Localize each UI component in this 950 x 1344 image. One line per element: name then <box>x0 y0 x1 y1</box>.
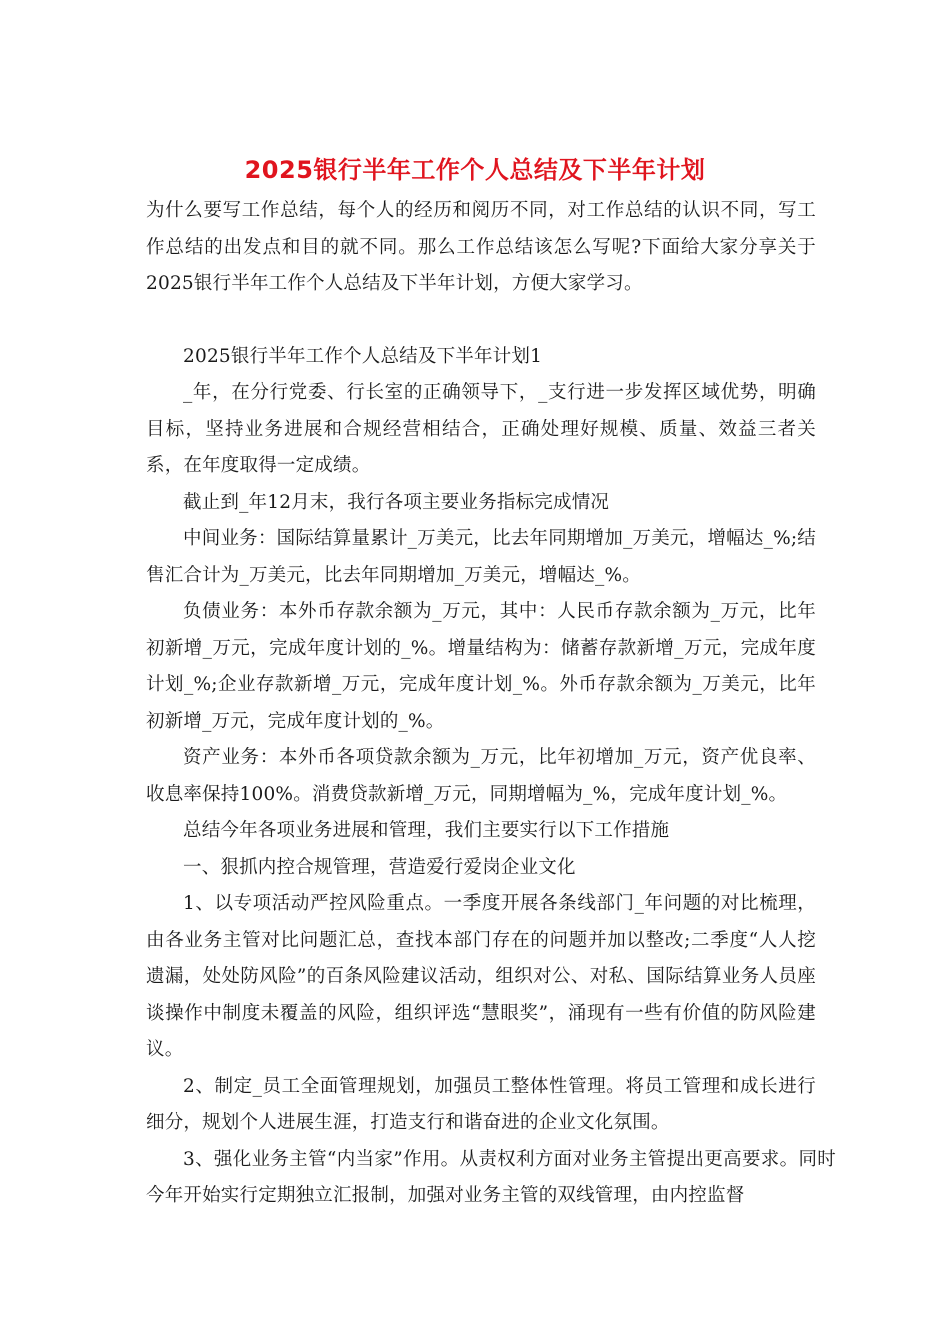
body-paragraph: 1、以专项活动严控风险重点。一季度开展各条线部门_年问题的对比梳理，由各业务主管对比问题汇总，查找本部门存在的问题并加以整改;二季度“人人挖遗漏，处处防风险”的百条风险建议活动，组织对公、对私、国际结算业务人员座谈操作中制度未覆盖的风险，组织评选“慧眼奖”，涌现有一些有价值的防风险建议。 <box>146 893 816 1060</box>
body-paragraph: 总结今年各项业务进展和管理，我们主要实行以下工作措施 <box>183 820 670 841</box>
body-paragraph: 截止到_年12月末，我行各项主要业务指标完成情况 <box>183 491 610 513</box>
document-title: 2025银行半年工作个人总结及下半年计划 <box>244 156 706 184</box>
body-paragraph: 一、狠抓内控合规管理，营造爱行爱岗企业文化 <box>183 856 576 878</box>
body-paragraph: 中间业务：国际结算量累计_万美元，比去年同期增加_万美元，增幅达_%;结售汇合计为_万美元，比去年同期增加_万美元，增幅达_%。 <box>146 528 816 586</box>
document-body <box>146 193 836 1215</box>
body-paragraph: _年，在分行党委、行长室的正确领导下，_支行进一步发挥区域优势，明确目标，坚持业务进展和合规经营相结合，正确处理好规模、质量、效益三者关系，在年度取得一定成绩。 <box>146 382 816 476</box>
body-paragraph: 3、强化业务主管“内当家”作用。从责权利方面对业务主管提出更高要求。同时今年开始实行定期独立汇报制，加强对业务主管的双线管理，由内控监督 <box>146 1148 836 1206</box>
body-paragraph: 2、制定_员工全面管理规划，加强员工整体性管理。将员工管理和成长进行细分，规划个人进展生涯，打造支行和谐奋进的企业文化氛围。 <box>146 1075 816 1133</box>
paragraph-gap <box>146 303 816 339</box>
intro-paragraph: 为什么要写工作总结，每个人的经历和阅历不同，对工作总结的认识不同，写工作总结的出发点和目的就不同。那么工作总结该怎么写呢?下面给大家分享关于2025银行半年工作个人总结及下半年计划，方便大家学习。 <box>146 200 816 294</box>
section-heading: 2025银行半年工作个人总结及下半年计划1 <box>183 345 543 367</box>
body-paragraph: 资产业务：本外币各项贷款余额为_万元，比年初增加_万元，资产优良率、收息率保持100%。消费贷款新增_万元，同期增幅为_%，完成年度计划_%。 <box>146 747 816 805</box>
body-paragraph: 负债业务：本外币存款余额为_万元，其中：人民币存款余额为_万元，比年初新增_万元，完成年度计划的_%。增量结构为：储蓄存款新增_万元，完成年度计划_%;企业存款新增_万元，完成年度计划_%。外币存款余额为_万美元，比年初新增_万元，完成年度计划的_%。 <box>146 601 816 732</box>
